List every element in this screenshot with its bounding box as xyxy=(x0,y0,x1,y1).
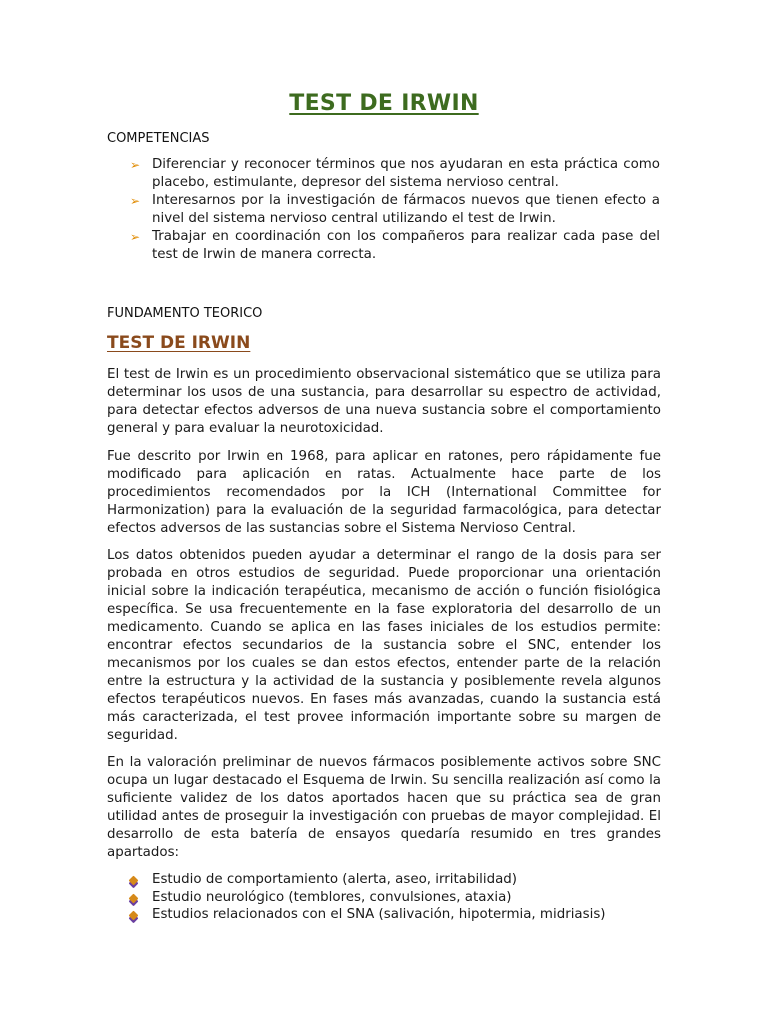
list-item-text: Diferenciar y reconocer términos que nos ayudaran en esta práctica como placebo, estimulante, depresor del sistema nervioso central. xyxy=(152,157,660,190)
list-item-text: Estudios relacionados con el SNA (salivación, hipotermia, midriasis) xyxy=(152,907,606,922)
paragraph-2: Fue descrito por Irwin en 1968, para aplicar en ratones, pero rápidamente fue modificado para aplicación en ratas. Actualmente hace parte de los procedimientos recomendados por la ICH (International Committee for Harmonization) para la evaluación de la seguridad farmacológica, para detectar efectos adversos de las sustancias sobre el Sistema Nervioso Central. xyxy=(107,449,661,536)
list-item-text: Interesarnos por la investigación de fármacos nuevos que tienen efecto a nivel del sistema nervioso central utilizando el test de Irwin. xyxy=(152,193,660,226)
list-item xyxy=(130,192,660,228)
list-item-text: Estudio de comportamiento (alerta, aseo, irritabilidad) xyxy=(152,872,518,887)
competencias-list xyxy=(130,156,660,264)
paragraph-3: Los datos obtenidos pueden ayudar a determinar el rango de la dosis para ser probada en otros estudios de seguridad. Puede proporcionar una orientación inicial sobre la indicación terapéutica, mecanismo de acción o función fisiológica específica. Se usa frecuentemente en la fase exploratoria del desarrollo de un medicamento. Cuando se aplica en las fases iniciales de los estudios permite: encontrar efectos secundarios de la sustancia sobre el SNC, entender los mecanismos por los cuales se dan estos efectos, entender parte de la relación entre la estructura y la actividad de la sustancia y posiblemente revela algunos efectos terapéuticos nuevos. En fases más avanzadas, cuando la sustancia está más caracterizada, el test provee información importante sobre su margen de seguridad. xyxy=(107,548,661,743)
fundamento-heading: FUNDAMENTO TEORICO xyxy=(107,306,263,321)
list-item-text: Estudio neurológico (temblores, convulsiones, ataxia) xyxy=(152,889,512,905)
arrowhead-bullet-icon: ➢ xyxy=(130,158,141,172)
paragraph-1: El test de Irwin es un procedimiento observacional sistemático que se utiliza para determinar los usos de una sustancia, para desarrollar su espectro de actividad, para detectar efectos adversos de una nueva sustancia sobre el comportamiento general y para evaluar la neurotoxicidad. xyxy=(107,367,661,436)
competencias-heading: COMPETENCIAS xyxy=(107,131,210,146)
list-item-text: Trabajar en coordinación con los compañeros para realizar cada pase del test de Irwin de manera correcta. xyxy=(152,229,660,262)
diamond-bullet-icon xyxy=(129,911,139,921)
list-item xyxy=(130,228,660,264)
list-item xyxy=(130,889,650,907)
list-item xyxy=(130,906,650,924)
section-subtitle: TEST DE IRWIN xyxy=(107,333,251,353)
diamond-bullet-icon xyxy=(129,893,139,903)
arrowhead-bullet-icon: ➢ xyxy=(130,194,141,208)
list-item xyxy=(130,156,660,192)
diamond-bullet-icon xyxy=(129,876,139,886)
list-item xyxy=(130,871,650,889)
document-title: TEST DE IRWIN xyxy=(289,91,479,116)
arrowhead-bullet-icon: ➢ xyxy=(130,230,141,244)
paragraph-4: En la valoración preliminar de nuevos fármacos posiblemente activos sobre SNC ocupa un lugar destacado el Esquema de Irwin. Su sencilla realización así como la suficiente validez de los datos aportados hacen que su práctica sea de gran utilidad antes de proseguir la investigación con pruebas de mayor complejidad. El desarrollo de esta batería de ensayos quedaría resumido en tres grandes apartados: xyxy=(107,755,661,860)
apartados-list xyxy=(130,871,650,924)
